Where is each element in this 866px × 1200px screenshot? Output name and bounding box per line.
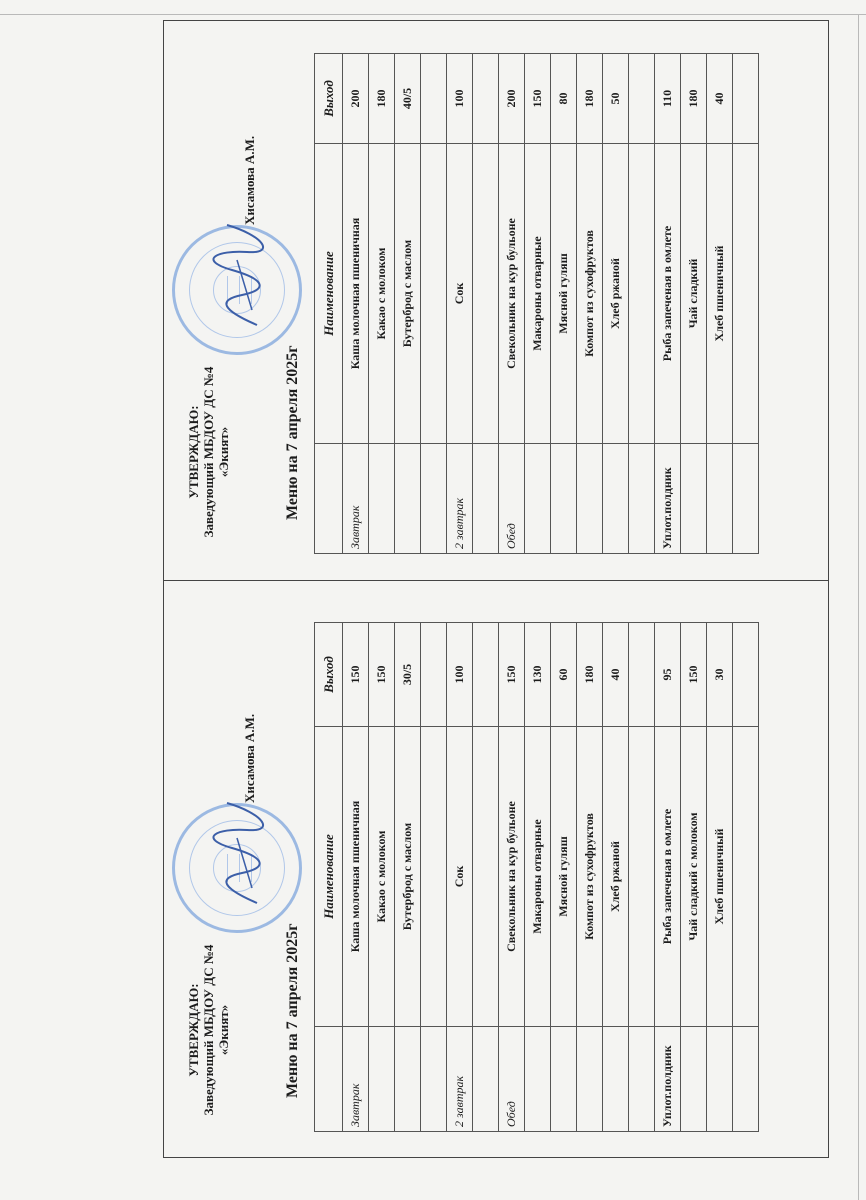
table-header-row	[315, 623, 343, 1132]
dish-name-cell: Свекольник на кур бульоне	[499, 144, 525, 444]
table-row	[681, 623, 707, 1132]
yield-cell: 180	[369, 54, 395, 144]
table-row	[473, 54, 499, 554]
meal-cell	[551, 1027, 577, 1132]
yield-cell	[473, 623, 499, 727]
approval-line2: Заведующий МБДОУ ДС №4	[201, 366, 216, 538]
table-row	[733, 623, 759, 1132]
dish-name-cell: Хлеб ржаной	[603, 144, 629, 444]
yield-cell: 40	[603, 623, 629, 727]
approval-line1: УТВЕРЖДАЮ:	[186, 983, 201, 1077]
meal-cell	[629, 444, 655, 554]
yield-cell	[629, 623, 655, 727]
yield-cell: 50	[603, 54, 629, 144]
menu-table	[314, 622, 759, 1132]
table-row	[369, 623, 395, 1132]
yield-cell: 80	[551, 54, 577, 144]
meal-cell: 2 завтрак	[447, 1027, 473, 1132]
meal-cell	[525, 1027, 551, 1132]
dish-name-cell: Рыба запеченая в омлете	[655, 727, 681, 1027]
dish-name-cell: Свекольник на кур бульоне	[499, 727, 525, 1027]
dish-name-cell: Макароны отварные	[525, 727, 551, 1027]
signer-name: Хисамова А.М.	[242, 135, 257, 225]
approval-line3: «Экият»	[216, 1004, 231, 1056]
yield-cell: 150	[343, 623, 369, 727]
dish-name-cell: Мясной гуляш	[551, 144, 577, 444]
menu-divider	[163, 580, 829, 581]
yield-cell: 110	[655, 54, 681, 144]
dish-name-cell: Рыба запеченая в омлете	[655, 144, 681, 444]
table-row	[577, 623, 603, 1132]
table-row	[343, 623, 369, 1132]
meal-cell	[421, 1027, 447, 1132]
dish-name-cell	[629, 144, 655, 444]
header-yield: Выход	[315, 54, 343, 144]
meal-cell: Обед	[499, 444, 525, 554]
yield-cell: 180	[681, 54, 707, 144]
meal-cell: Уплот.полдник	[655, 444, 681, 554]
meal-cell	[473, 444, 499, 554]
header-name: Наименование	[315, 144, 343, 444]
yield-cell: 150	[681, 623, 707, 727]
yield-cell: 150	[369, 623, 395, 727]
dish-name-cell: Какао с молоком	[369, 144, 395, 444]
dish-name-cell	[421, 727, 447, 1027]
yield-cell: 180	[577, 54, 603, 144]
meal-cell	[733, 1027, 759, 1132]
meal-cell	[395, 1027, 421, 1132]
table-row	[421, 54, 447, 554]
menu-title: Меню на 7 апреля 2025г	[284, 923, 301, 1098]
table-row	[447, 623, 473, 1132]
meal-cell	[577, 444, 603, 554]
table-row	[525, 54, 551, 554]
meal-cell	[473, 1027, 499, 1132]
table-row	[629, 54, 655, 554]
dish-name-cell: Макароны отварные	[525, 144, 551, 444]
dish-name-cell	[629, 727, 655, 1027]
meal-cell: 2 завтрак	[447, 444, 473, 554]
meal-cell	[707, 1027, 733, 1132]
signature	[212, 798, 272, 908]
meal-cell	[603, 1027, 629, 1132]
table-row	[551, 623, 577, 1132]
table-row	[447, 54, 473, 554]
header-name: Наименование	[315, 727, 343, 1027]
table-row	[499, 54, 525, 554]
menu-header	[164, 582, 314, 1158]
yield-cell	[733, 54, 759, 144]
yield-cell: 30	[707, 623, 733, 727]
table-row	[473, 623, 499, 1132]
table-row	[603, 623, 629, 1132]
meal-cell	[733, 444, 759, 554]
table-row	[655, 623, 681, 1132]
yield-cell: 60	[551, 623, 577, 727]
yield-cell: 200	[499, 54, 525, 144]
dish-name-cell	[733, 144, 759, 444]
yield-cell	[733, 623, 759, 727]
scan-edge-top	[0, 14, 866, 15]
dish-name-cell: Каша молочная пшеничная	[343, 727, 369, 1027]
approval-line3: «Экият»	[216, 426, 231, 478]
signer-name: Хисамова А.М.	[242, 713, 257, 803]
yield-cell	[629, 54, 655, 144]
table-row	[733, 54, 759, 554]
table-row	[395, 54, 421, 554]
dish-name-cell: Компот из сухофруктов	[577, 727, 603, 1027]
approval-line1: УТВЕРЖДАЮ:	[186, 405, 201, 499]
yield-cell: 180	[577, 623, 603, 727]
yield-cell	[421, 623, 447, 727]
header-yield: Выход	[315, 623, 343, 727]
dish-name-cell: Какао с молоком	[369, 727, 395, 1027]
table-row	[681, 54, 707, 554]
dish-name-cell	[733, 727, 759, 1027]
meal-cell	[603, 444, 629, 554]
dish-name-cell: Сок	[447, 144, 473, 444]
yield-cell: 40	[707, 54, 733, 144]
meal-cell	[369, 1027, 395, 1132]
yield-cell: 30/5	[395, 623, 421, 727]
meal-cell	[421, 444, 447, 554]
yield-cell: 40/5	[395, 54, 421, 144]
table-header-row	[315, 54, 343, 554]
dish-name-cell: Бутерброд с маслом	[395, 727, 421, 1027]
dish-name-cell	[473, 727, 499, 1027]
meal-cell	[629, 1027, 655, 1132]
approval-block	[186, 332, 231, 572]
dish-name-cell: Хлеб пшеничный	[707, 144, 733, 444]
table-row	[369, 54, 395, 554]
meal-cell: Обед	[499, 1027, 525, 1132]
table-row	[603, 54, 629, 554]
signature	[212, 220, 272, 330]
header-meal	[315, 1027, 343, 1132]
dish-name-cell	[421, 144, 447, 444]
menu-table	[314, 53, 759, 554]
yield-cell: 130	[525, 623, 551, 727]
yield-cell: 200	[343, 54, 369, 144]
table-row	[707, 623, 733, 1132]
dish-name-cell: Хлеб пшеничный	[707, 727, 733, 1027]
table-row	[707, 54, 733, 554]
meal-cell: Завтрак	[343, 1027, 369, 1132]
yield-cell	[421, 54, 447, 144]
table-row	[343, 54, 369, 554]
yield-cell: 100	[447, 54, 473, 144]
meal-cell	[681, 444, 707, 554]
yield-cell: 95	[655, 623, 681, 727]
meal-cell	[395, 444, 421, 554]
yield-cell: 100	[447, 623, 473, 727]
approval-block	[186, 910, 231, 1150]
dish-name-cell: Мясной гуляш	[551, 727, 577, 1027]
yield-cell: 150	[499, 623, 525, 727]
table-row	[499, 623, 525, 1132]
dish-name-cell: Чай сладкий с молоком	[681, 727, 707, 1027]
dish-name-cell: Сок	[447, 727, 473, 1027]
header-meal	[315, 444, 343, 554]
meal-cell	[525, 444, 551, 554]
table-row	[629, 623, 655, 1132]
dish-name-cell	[473, 144, 499, 444]
table-row	[577, 54, 603, 554]
menu-panel-younger	[164, 582, 829, 1158]
dish-name-cell: Компот из сухофруктов	[577, 144, 603, 444]
table-row	[525, 623, 551, 1132]
menu-header	[164, 20, 314, 580]
meal-cell	[369, 444, 395, 554]
table-row	[655, 54, 681, 554]
meal-cell: Завтрак	[343, 444, 369, 554]
dish-name-cell: Каша молочная пшеничная	[343, 144, 369, 444]
meal-cell	[681, 1027, 707, 1132]
yield-cell	[473, 54, 499, 144]
table-row	[395, 623, 421, 1132]
meal-cell: Уплот.полдник	[655, 1027, 681, 1132]
menu-panel-older	[164, 20, 829, 580]
menu-title: Меню на 7 апреля 2025г	[284, 345, 301, 520]
meal-cell	[551, 444, 577, 554]
meal-cell	[707, 444, 733, 554]
meal-cell	[577, 1027, 603, 1132]
dish-name-cell: Бутерброд с маслом	[395, 144, 421, 444]
dish-name-cell: Чай сладкий	[681, 144, 707, 444]
table-row	[551, 54, 577, 554]
table-row	[421, 623, 447, 1132]
yield-cell: 150	[525, 54, 551, 144]
approval-line2: Заведующий МБДОУ ДС №4	[201, 944, 216, 1116]
scan-edge-right	[858, 14, 859, 1200]
dish-name-cell: Хлеб ржаной	[603, 727, 629, 1027]
